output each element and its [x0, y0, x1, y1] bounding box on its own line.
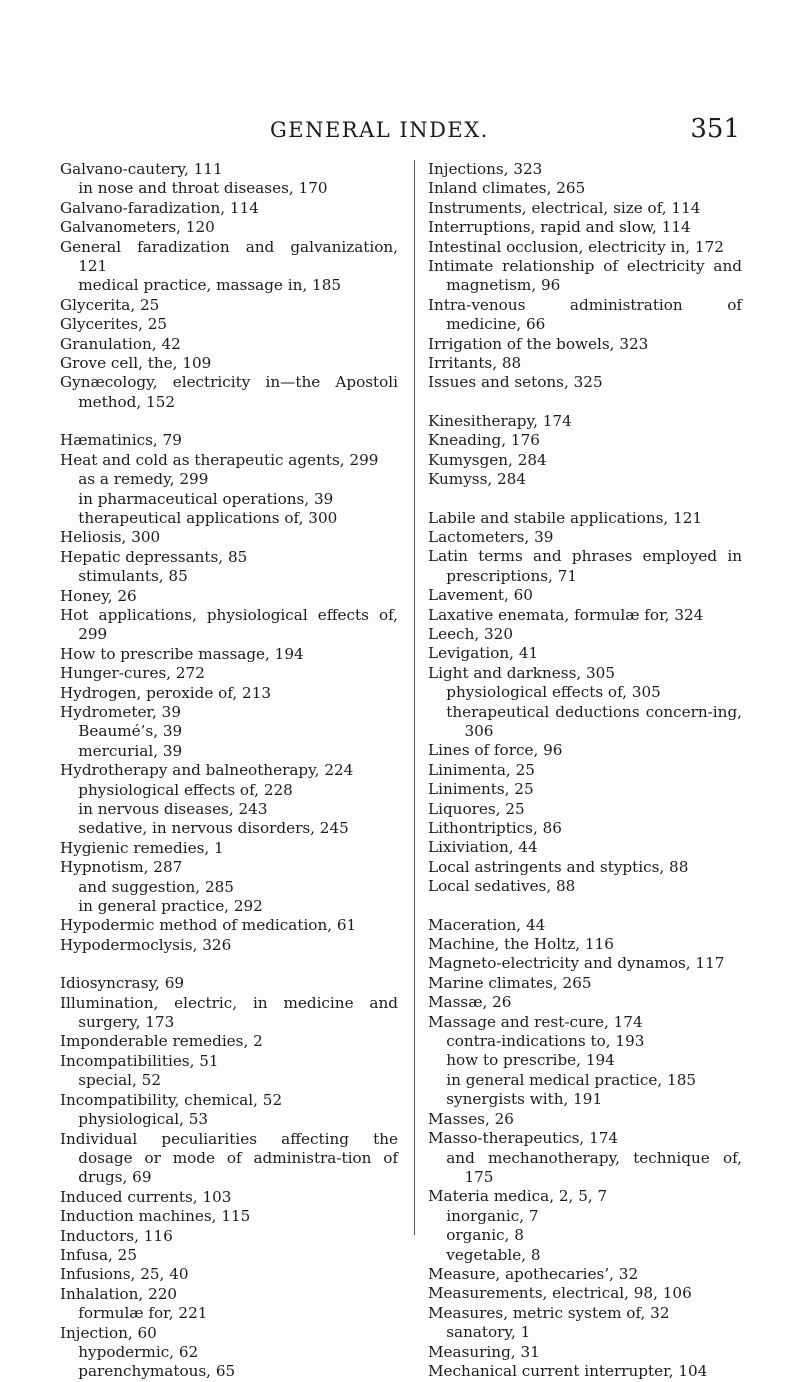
index-entry: Masso-therapeutics, 174: [428, 1129, 619, 1148]
index-entry: Machine, the Holtz, 116: [428, 935, 614, 954]
index-entry: Lixiviation, 44: [428, 838, 538, 857]
index-subentry: physiological effects of, 228: [78, 780, 293, 799]
index-entry: Infusa, 25: [60, 1245, 138, 1264]
index-subentry: medical practice, massage in, 185: [78, 276, 342, 295]
index-entry: Liniments, 25: [428, 780, 534, 799]
index-entry: Mechanical current interrupter, 104: [428, 1361, 708, 1380]
index-entry: General faradization and galvanization, 121: [60, 237, 398, 276]
index-entry: Galvano-faradization, 114: [60, 198, 259, 217]
index-entry: Labile and stabile applications, 121: [428, 508, 703, 527]
index-subentry: and suggestion, 285: [78, 877, 234, 896]
index-subentry: inorganic, 7: [446, 1206, 539, 1225]
index-entry: Hot applications, physiological effects of, 299: [60, 605, 398, 644]
index-entry: Measuring, 31: [428, 1342, 540, 1361]
index-entry: Heliosis, 300: [60, 528, 161, 547]
index-entry: Illumination, electric, in medicine and surgery, 173: [60, 993, 398, 1032]
index-entry: Hygienic remedies, 1: [60, 838, 224, 857]
index-entry: Glycerites, 25: [60, 315, 168, 334]
index-subentry: sanatory, 1: [446, 1323, 531, 1342]
index-subentry: hypodermic, 62: [78, 1342, 199, 1361]
index-entry: Injection, 60: [60, 1323, 157, 1342]
letter-group-gap: [60, 955, 398, 974]
index-entry: Linimenta, 25: [428, 760, 535, 779]
index-entry: Irritants, 88: [428, 354, 522, 373]
index-entry: Intra-venous administration of medicine, 66: [428, 295, 742, 334]
index-entry: Irrigation of the bowels, 323: [428, 334, 649, 353]
index-entry: Massæ, 26: [428, 993, 512, 1012]
index-subentry: in nervous diseases, 243: [78, 800, 268, 818]
index-subentry: and mechanotherapy, technique of, 175: [446, 1148, 742, 1186]
index-entry: Levigation, 41: [428, 644, 539, 663]
index-subentry: how to prescribe, 194: [446, 1051, 615, 1070]
index-subentry: special, 52: [78, 1071, 161, 1090]
index-entry: Galvano-cautery, 111: [60, 160, 223, 178]
index-entry: Marine climates, 265: [428, 973, 592, 992]
letter-group-gap: [428, 490, 742, 509]
index-subentry: physiological, 53: [78, 1110, 209, 1129]
index-entry: Intestinal occlusion, electricity in, 172: [428, 237, 724, 256]
index-subentry: as a remedy, 299: [78, 470, 209, 489]
index-subentry: Beaumé’s, 39: [78, 722, 183, 741]
index-entry: Imponderable remedies, 2: [60, 1032, 263, 1051]
index-entry: Laxative enemata, formulæ for, 324: [428, 605, 704, 624]
index-subentry: in pharmaceutical operations, 39: [78, 489, 334, 508]
index-entry: Kumyss, 284: [428, 470, 527, 489]
index-column-right: [428, 160, 742, 1381]
index-entry: Lines of force, 96: [428, 741, 563, 760]
index-entry: Materia medica, 2, 5, 7: [428, 1187, 608, 1206]
index-entry: Galvanometers, 120: [60, 218, 215, 237]
index-entry: Liquores, 25: [428, 799, 525, 818]
index-subentry: physiological effects of, 305: [446, 683, 661, 702]
index-entry: Induced currents, 103: [60, 1187, 232, 1206]
index-entry: Measurements, electrical, 98, 106: [428, 1284, 692, 1303]
index-entry: Gynæcology, electricity in—the Apostoli method, 152: [60, 373, 398, 411]
index-entry: Measures, metric system of, 32: [428, 1303, 670, 1322]
index-subentry: parenchymatous, 65: [78, 1362, 236, 1381]
index-subentry: vegetable, 8: [446, 1245, 541, 1264]
column-divider: [414, 160, 415, 1235]
index-entry: Magneto-electricity and dynamos, 117: [428, 954, 725, 973]
index-entry: Issues and setons, 325: [428, 373, 603, 392]
index-subentry: contra-indications to, 193: [446, 1032, 645, 1051]
index-entry: Masses, 26: [428, 1109, 514, 1128]
index-entry: Local astringents and styptics, 88: [428, 857, 689, 876]
index-entry: Maceration, 44: [428, 915, 546, 934]
index-entry: Lavement, 60: [428, 586, 533, 605]
index-entry: Local sedatives, 88: [428, 877, 576, 896]
index-entry: Individual peculiarities affecting the dosage or mode of administra-tion of drugs, 69: [60, 1129, 398, 1187]
index-entry: Hæmatinics, 79: [60, 431, 182, 450]
index-subentry: synergists with, 191: [446, 1090, 603, 1109]
index-entry: Inland climates, 265: [428, 179, 586, 198]
index-entry: Leech, 320: [428, 624, 513, 643]
index-column-left: [60, 160, 398, 1382]
index-entry: Kumysgen, 284: [428, 450, 547, 469]
index-subentry: therapeutical applications of, 300: [78, 508, 338, 527]
index-entry: Grove cell, the, 109: [60, 354, 212, 373]
index-subentry: formulæ for, 221: [78, 1304, 208, 1323]
index-entry: Incompatibilities, 51: [60, 1051, 219, 1070]
index-subentry: organic, 8: [446, 1226, 524, 1245]
index-entry: Intimate relationship of electricity and magnetism, 96: [428, 257, 742, 295]
index-entry: Latin terms and phrases employed in prescriptions, 71: [428, 547, 742, 585]
index-entry: Inductors, 116: [60, 1226, 173, 1245]
index-entry: Light and darkness, 305: [428, 663, 616, 682]
index-entry: Incompatibility, chemical, 52: [60, 1090, 283, 1109]
index-subentry: in general practice, 292: [78, 897, 263, 916]
index-entry: Heat and cold as therapeutic agents, 299: [60, 450, 379, 469]
index-subentry: mercurial, 39: [78, 741, 183, 760]
index-entry: Measure, apothecaries’, 32: [428, 1264, 639, 1283]
index-entry: Kinesitherapy, 174: [428, 411, 572, 430]
index-entry: Hypodermoclysis, 326: [60, 935, 232, 954]
index-entry: Lithontriptics, 86: [428, 819, 562, 837]
running-head: GENERAL INDEX.: [270, 118, 489, 142]
letter-group-gap: [428, 393, 742, 412]
index-entry: Massage and rest-cure, 174: [428, 1012, 643, 1031]
letter-group-gap: [428, 897, 742, 916]
index-entry: Hypnotism, 287: [60, 858, 183, 877]
index-entry: Glycerita, 25: [60, 295, 160, 314]
index-entry: Kneading, 176: [428, 431, 540, 450]
index-entry: Hepatic depressants, 85: [60, 547, 248, 566]
index-entry: Interruptions, rapid and slow, 114: [428, 218, 691, 237]
index-entry: Induction machines, 115: [60, 1207, 251, 1226]
index-entry: Hydrotherapy and balneotherapy, 224: [60, 761, 354, 780]
index-subentry: therapeutical deductions concern-ing, 306: [446, 702, 742, 740]
index-entry: Instruments, electrical, size of, 114: [428, 198, 701, 217]
index-entry: Infusions, 25, 40: [60, 1265, 189, 1284]
index-entry: Hydrogen, peroxide of, 213: [60, 683, 272, 702]
page-number: 351: [690, 114, 740, 144]
index-entry: How to prescribe massage, 194: [60, 644, 304, 663]
index-entry: Hunger-cures, 272: [60, 664, 205, 683]
index-subentry: in nose and throat diseases, 170: [78, 179, 328, 198]
index-subentry: in general medical practice, 185: [446, 1070, 697, 1089]
index-entry: Hydrometer, 39: [60, 702, 182, 721]
index-entry: Injections, 323: [428, 160, 543, 178]
letter-group-gap: [60, 412, 398, 431]
index-entry: Lactometers, 39: [428, 527, 554, 546]
index-entry: Honey, 26: [60, 586, 137, 605]
index-entry: Inhalation, 220: [60, 1284, 178, 1303]
page-header: [60, 114, 740, 148]
index-subentry: stimulants, 85: [78, 567, 188, 586]
index-entry: Granulation, 42: [60, 334, 181, 353]
index-entry: Idiosyncrasy, 69: [60, 974, 185, 993]
index-entry: Hypodermic method of medication, 61: [60, 916, 357, 935]
index-subentry: sedative, in nervous disorders, 245: [78, 819, 349, 838]
